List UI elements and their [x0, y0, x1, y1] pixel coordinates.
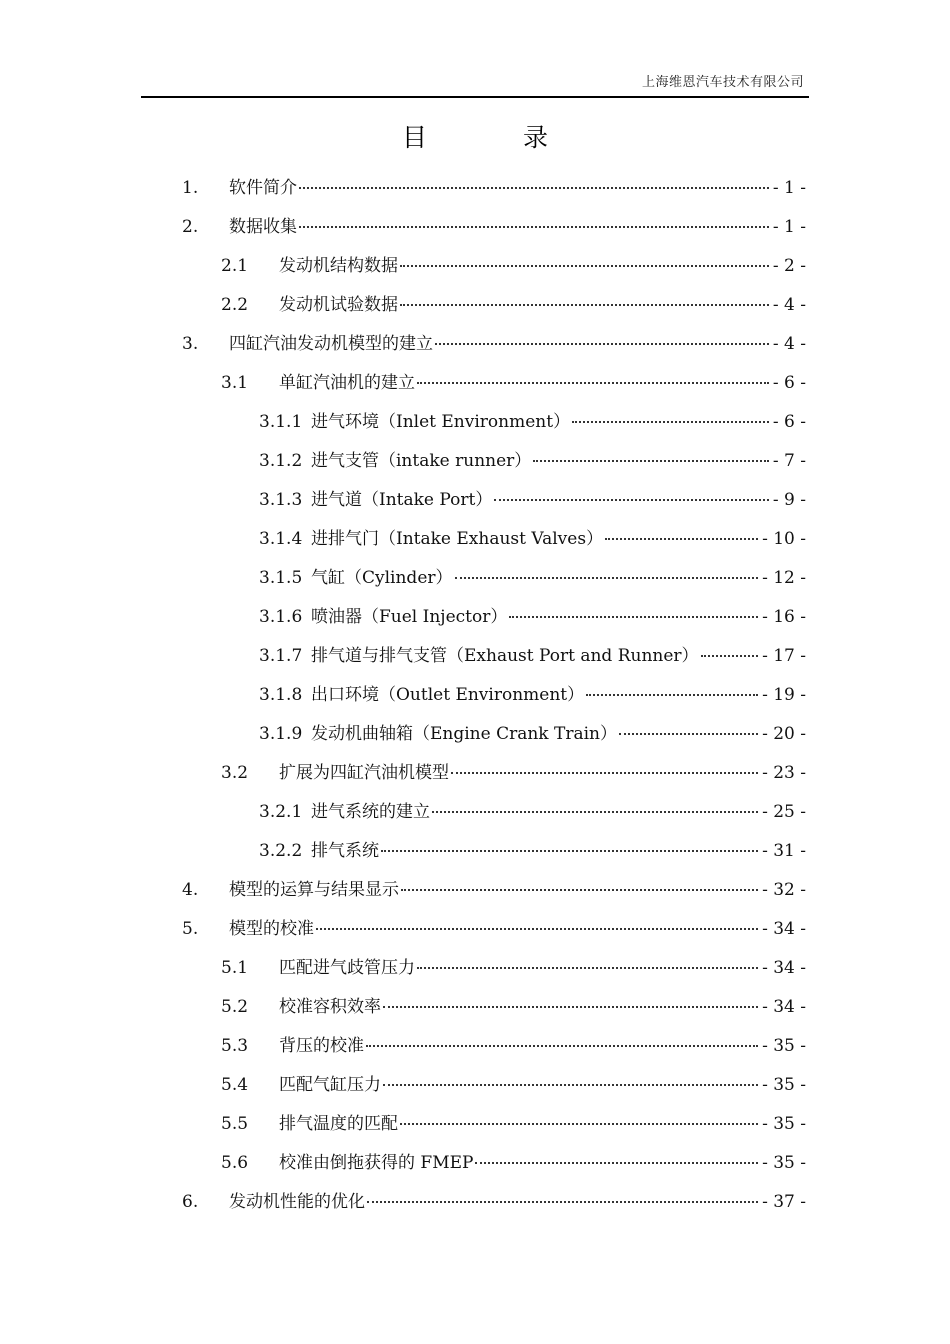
toc-entry-title: 匹配进气歧管压力: [279, 958, 415, 978]
toc-dot-leader: [435, 342, 769, 345]
toc-dot-leader: [401, 888, 758, 891]
header-company-name: 上海维恩汽车技术有限公司: [641, 75, 804, 90]
toc-entry[interactable]: [259, 836, 806, 862]
toc-entry-number: 5.4: [221, 1075, 249, 1095]
toc-entry[interactable]: [259, 641, 806, 667]
toc-entry-number: 5.5: [221, 1114, 249, 1134]
toc-entry-number: 3.1: [221, 373, 249, 393]
toc-entry-number: 3.2: [221, 763, 249, 783]
toc-entry[interactable]: [221, 290, 806, 316]
toc-entry[interactable]: [259, 485, 806, 511]
toc-entry-title: 发动机性能的优化: [229, 1192, 365, 1212]
toc-entry-page-number: - 6 -: [772, 412, 806, 432]
toc-entry-title: 进气支管（intake runner）: [311, 451, 532, 471]
toc-entry[interactable]: [221, 953, 806, 979]
toc-entry-number: 5.: [182, 919, 199, 939]
toc-dot-leader: [451, 771, 758, 774]
toc-entry[interactable]: [221, 992, 806, 1018]
toc-entry[interactable]: [259, 446, 806, 472]
toc-entry-number: 3.1.4: [259, 529, 303, 549]
toc-entry-title: 排气道与排气支管（Exhaust Port and Runner）: [311, 646, 699, 666]
toc-entry-title: 进排气门（Intake Exhaust Valves）: [311, 529, 604, 549]
toc-dot-leader: [400, 303, 769, 306]
toc-entry-page-number: - 34 -: [762, 997, 806, 1017]
toc-entry[interactable]: [259, 797, 806, 823]
toc-entry-page-number: - 35 -: [762, 1153, 806, 1173]
toc-entry-number: 3.1.9: [259, 724, 303, 744]
toc-entry-number: 2.1: [221, 256, 249, 276]
toc-entry-title: 发动机结构数据: [279, 256, 398, 276]
toc-dot-leader: [586, 693, 758, 696]
toc-dot-leader: [509, 615, 758, 618]
toc-entry[interactable]: [182, 212, 806, 238]
toc-entry-page-number: - 35 -: [762, 1114, 806, 1134]
toc-entry-page-number: - 20 -: [762, 724, 806, 744]
toc-entry-number: 5.3: [221, 1036, 249, 1056]
toc-entry-title: 匹配气缸压力: [279, 1075, 381, 1095]
toc-entry-page-number: - 4 -: [772, 295, 806, 315]
toc-entry-page-number: - 35 -: [762, 1036, 806, 1056]
toc-entry[interactable]: [259, 602, 806, 628]
toc-entry-number: 3.1.6: [259, 607, 303, 627]
toc-entry-number: 3.1.1: [259, 412, 303, 432]
toc-entry-page-number: - 1 -: [772, 178, 806, 198]
toc-entry-number: 2.2: [221, 295, 249, 315]
toc-entry-number: 3.2.1: [259, 802, 303, 822]
toc-entry-page-number: - 4 -: [772, 334, 806, 354]
toc-entry-page-number: - 23 -: [762, 763, 806, 783]
toc-entry-title: 喷油器（Fuel Injector）: [311, 607, 508, 627]
toc-dot-leader: [605, 537, 758, 540]
toc-entry-page-number: - 34 -: [762, 958, 806, 978]
toc-entry[interactable]: [221, 1031, 806, 1057]
toc-entry[interactable]: [221, 1148, 806, 1174]
toc-entry-title: 四缸汽油发动机模型的建立: [229, 334, 433, 354]
toc-entry[interactable]: [259, 407, 806, 433]
toc-entry-title: 进气道（Intake Port）: [311, 490, 493, 510]
toc-dot-leader: [400, 1122, 758, 1125]
toc-entry-number: 5.6: [221, 1153, 249, 1173]
toc-entry-title: 单缸汽油机的建立: [279, 373, 415, 393]
toc-entry-page-number: - 34 -: [762, 919, 806, 939]
toc-entry-number: 3.2.2: [259, 841, 303, 861]
toc-entry[interactable]: [182, 173, 806, 199]
toc-entry[interactable]: [259, 563, 806, 589]
toc-entry-number: 5.2: [221, 997, 249, 1017]
toc-entry-number: 6.: [182, 1192, 199, 1212]
toc-entry-number: 1.: [182, 178, 199, 198]
toc-dot-leader: [316, 927, 758, 930]
toc-dot-leader: [619, 732, 758, 735]
toc-entry-page-number: - 7 -: [772, 451, 806, 471]
toc-entry-number: 3.1.7: [259, 646, 303, 666]
toc-entry-title: 模型的运算与结果显示: [229, 880, 399, 900]
toc-entry-title: 软件简介: [229, 178, 297, 198]
page-title: 目 录: [402, 123, 592, 152]
toc-entry-title: 校准由倒拖获得的 FMEP: [279, 1153, 474, 1173]
header-divider: [141, 96, 809, 98]
toc-entry-title: 背压的校准: [279, 1036, 364, 1056]
toc-entry-page-number: - 6 -: [772, 373, 806, 393]
toc-dot-leader: [383, 1005, 758, 1008]
toc-entry-page-number: - 32 -: [762, 880, 806, 900]
toc-entry[interactable]: [259, 524, 806, 550]
toc-dot-leader: [299, 225, 769, 228]
toc-entry-number: 3.1.5: [259, 568, 303, 588]
toc-entry[interactable]: [259, 719, 806, 745]
toc-dot-leader: [400, 264, 769, 267]
toc-entry-title: 数据收集: [229, 217, 297, 237]
toc-entry-page-number: - 1 -: [772, 217, 806, 237]
toc-entry-page-number: - 35 -: [762, 1075, 806, 1095]
toc-dot-leader: [417, 966, 758, 969]
toc-entry[interactable]: [182, 329, 806, 355]
toc-dot-leader: [455, 576, 759, 579]
toc-entry-page-number: - 9 -: [772, 490, 806, 510]
toc-entry-title: 发动机曲轴箱（Engine Crank Train）: [311, 724, 617, 744]
toc-entry-page-number: - 17 -: [762, 646, 806, 666]
toc-entry-title: 进气系统的建立: [311, 802, 430, 822]
toc-entry-title: 出口环境（Outlet Environment）: [311, 685, 585, 705]
toc-entry[interactable]: [221, 1070, 806, 1096]
toc-entry-title: 进气环境（Inlet Environment）: [311, 412, 571, 432]
toc-entry-page-number: - 16 -: [762, 607, 806, 627]
toc-entry-number: 2.: [182, 217, 199, 237]
toc-dot-leader: [432, 810, 758, 813]
toc-entry-number: 5.1: [221, 958, 249, 978]
toc-entry[interactable]: [221, 758, 806, 784]
toc-entry-title: 扩展为四缸汽油机模型: [279, 763, 449, 783]
toc-entry-page-number: - 19 -: [762, 685, 806, 705]
toc-entry-number: 3.1.3: [259, 490, 303, 510]
toc-entry-title: 气缸（Cylinder）: [311, 568, 453, 588]
toc-entry-title: 校准容积效率: [279, 997, 381, 1017]
toc-entry-number: 3.1.2: [259, 451, 303, 471]
toc-entry-number: 3.: [182, 334, 199, 354]
toc-entry-title: 模型的校准: [229, 919, 314, 939]
toc-entry-title: 排气系统: [311, 841, 379, 861]
toc-dot-leader: [701, 654, 759, 657]
toc-entry-page-number: - 2 -: [772, 256, 806, 276]
toc-entry[interactable]: [182, 914, 806, 940]
toc-entry-title: 排气温度的匹配: [279, 1114, 398, 1134]
toc-entry[interactable]: [221, 1109, 806, 1135]
toc-entry-number: 4.: [182, 880, 199, 900]
toc-entry-page-number: - 25 -: [762, 802, 806, 822]
toc-entry-page-number: - 37 -: [762, 1192, 806, 1212]
toc-dot-leader: [533, 459, 769, 462]
toc-entry-page-number: - 12 -: [762, 568, 806, 588]
toc-dot-leader: [417, 381, 769, 384]
toc-entry-title: 发动机试验数据: [279, 295, 398, 315]
toc-dot-leader: [366, 1044, 758, 1047]
toc-dot-leader: [367, 1200, 758, 1203]
toc-entry[interactable]: [259, 680, 806, 706]
toc-entry[interactable]: [182, 1187, 806, 1213]
toc-dot-leader: [299, 186, 769, 189]
toc-entry[interactable]: [221, 251, 806, 277]
toc-dot-leader: [494, 498, 769, 501]
toc-entry-number: 3.1.8: [259, 685, 303, 705]
toc-dot-leader: [572, 420, 769, 423]
toc-entry[interactable]: [182, 875, 806, 901]
toc-entry-page-number: - 31 -: [762, 841, 806, 861]
toc-entry[interactable]: [221, 368, 806, 394]
toc-dot-leader: [475, 1161, 758, 1164]
toc-entry-page-number: - 10 -: [762, 529, 806, 549]
toc-dot-leader: [383, 1083, 758, 1086]
toc-dot-leader: [381, 849, 758, 852]
